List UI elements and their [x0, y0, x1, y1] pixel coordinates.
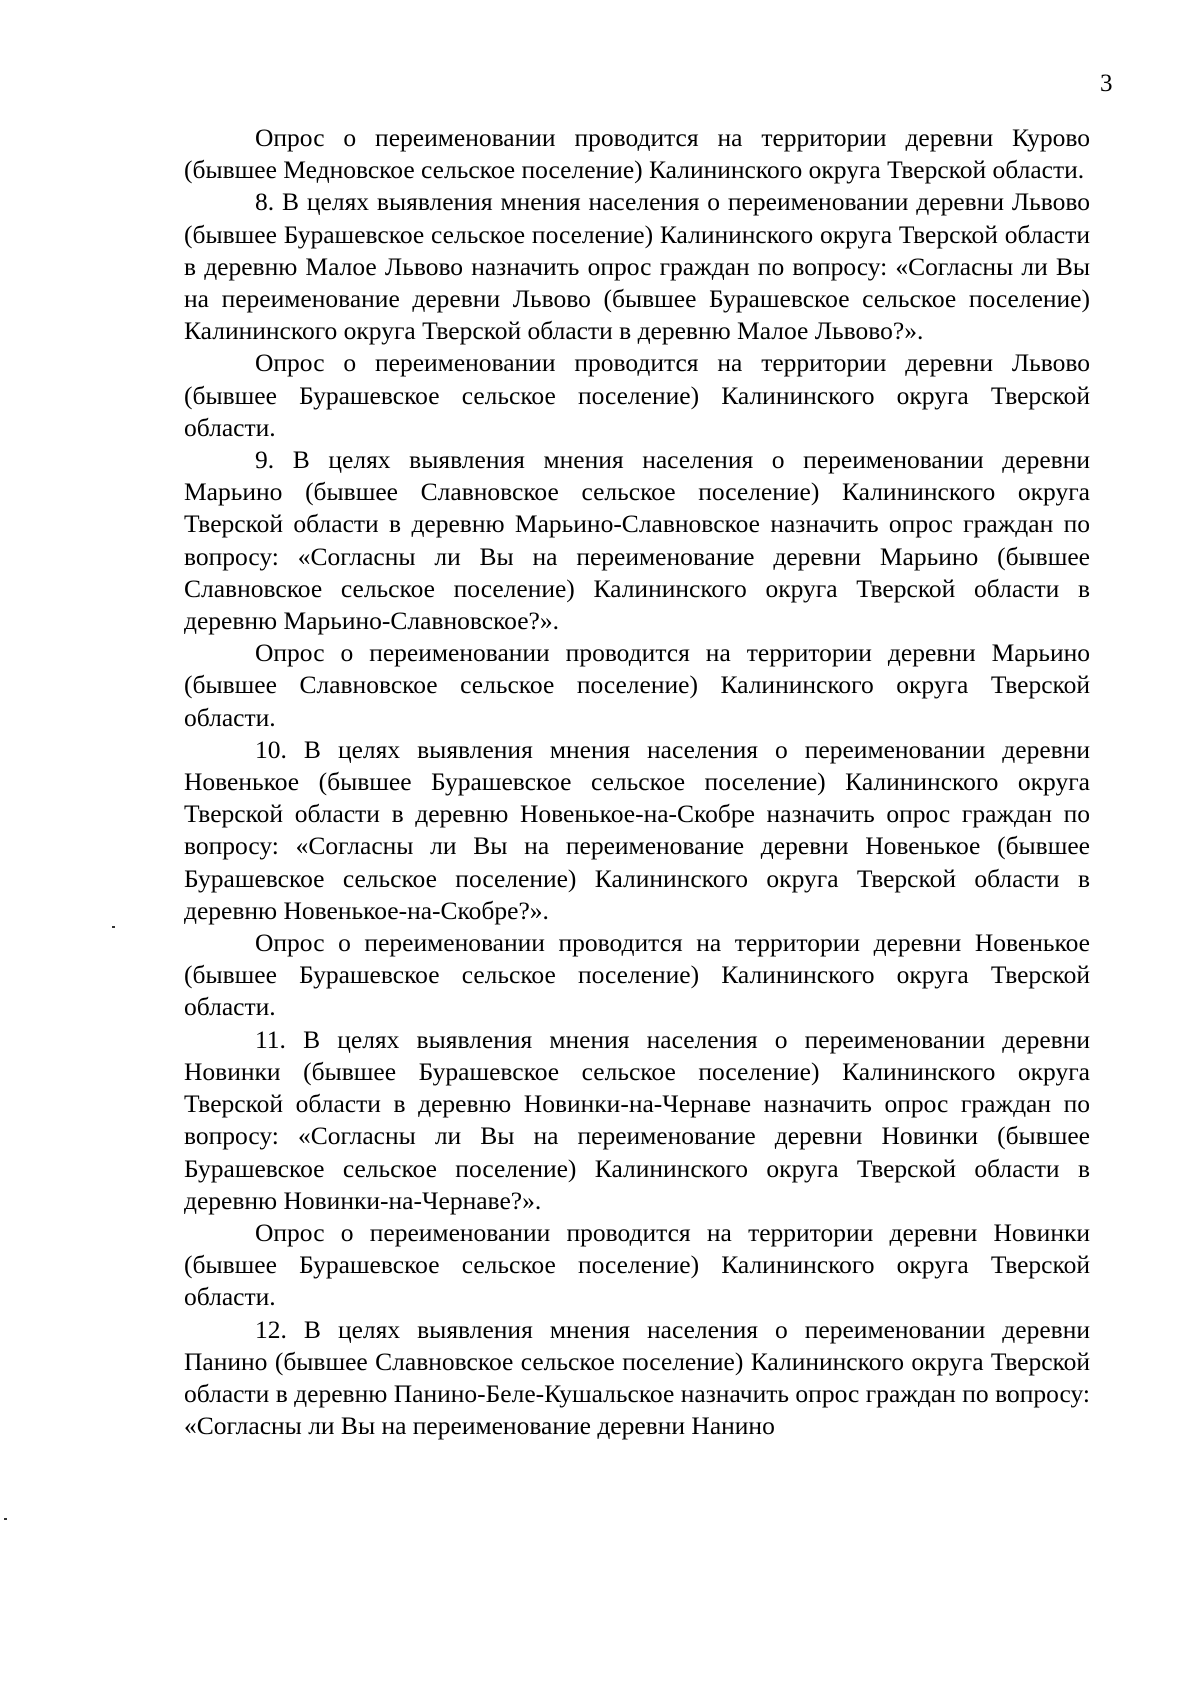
paragraph-kurovo-survey: Опрос о переименовании проводится на территории деревни Курово (бывшее Медновское сельское поселение) Калининского округа Тверской области. — [184, 123, 1090, 185]
scan-speck — [112, 926, 115, 928]
paragraph-item-8-lvovo: 8. В целях выявления мнения населения о переименовании деревни Львово (бывшее Бурашевское сельское поселение) Калининского округа Тверской области в деревню Малое Львово назначить опрос граждан по вопросу: «Согласны ли Вы на переименование деревни Львово (бывшее Бурашевское сельское поселение) Калининского округа Тверской области в деревню Малое Львово?». — [184, 187, 1090, 346]
page-number: 3 — [1100, 70, 1113, 97]
paragraph-lvovo-survey: Опрос о переименовании проводится на территории деревни Львово (бывшее Бурашевское сельское поселение) Калининского округа Тверской области. — [184, 348, 1090, 442]
paragraph-novenkoe-survey: Опрос о переименовании проводится на территории деревни Новенькое (бывшее Бурашевское сельское поселение) Калининского округа Тверской области. — [184, 928, 1090, 1022]
document-body — [184, 122, 1090, 1442]
paragraph-novinki-survey: Опрос о переименовании проводится на территории деревни Новинки (бывшее Бурашевское сельское поселение) Калининского округа Тверской области. — [184, 1217, 1090, 1312]
paragraph-marino-survey: Опрос о переименовании проводится на территории деревни Марьино (бывшее Славновское сельское поселение) Калининского округа Тверской области. — [184, 638, 1090, 732]
paragraph-item-9-marino: 9. В целях выявления мнения населения о переименовании деревни Марьино (бывшее Славновское сельское поселение) Калининского округа Тверской области в деревню Марьино-Славновское назначить опрос граждан по вопросу: «Согласны ли Вы на переименование деревни Марьино (бывшее Славновское сельское поселение) Калининского округа Тверской области в деревню Марьино-Славновское?». — [184, 445, 1090, 636]
paragraph-item-12-panino: 12. В целях выявления мнения населения о переименовании деревни Панино (бывшее Славновское сельское поселение) Калининского округа Тверской области в деревню Панино-Беле-Кушальское назначить опрос граждан по вопросу: «Согласны ли Вы на переименование деревни Нанино — [184, 1314, 1090, 1441]
paragraph-item-10-novenkoe: 10. В целях выявления мнения населения о переименовании деревни Новенькое (бывшее Бурашевское сельское поселение) Калининского округа Тверской области в деревню Новенькое-на-Скобре назначить опрос граждан по вопросу: «Согласны ли Вы на переименование деревни Новенькое (бывшее Бурашевское сельское поселение) Калининского округа Тверской области в деревню Новенькое-на-Скобре?». — [184, 734, 1090, 925]
paragraph-item-11-novinki: 11. В целях выявления мнения населения о переименовании деревни Новинки (бывшее Бурашевское сельское поселение) Калининского округа Тверской области в деревню Новинки-на-Чернаве назначить опрос граждан по вопросу: «Согласны ли Вы на переименование деревни Новинки (бывшее Бурашевское сельское поселение) Калининского округа Тверской области в деревню Новинки-на-Чернаве?». — [184, 1024, 1090, 1215]
scan-speck — [4, 1518, 7, 1520]
